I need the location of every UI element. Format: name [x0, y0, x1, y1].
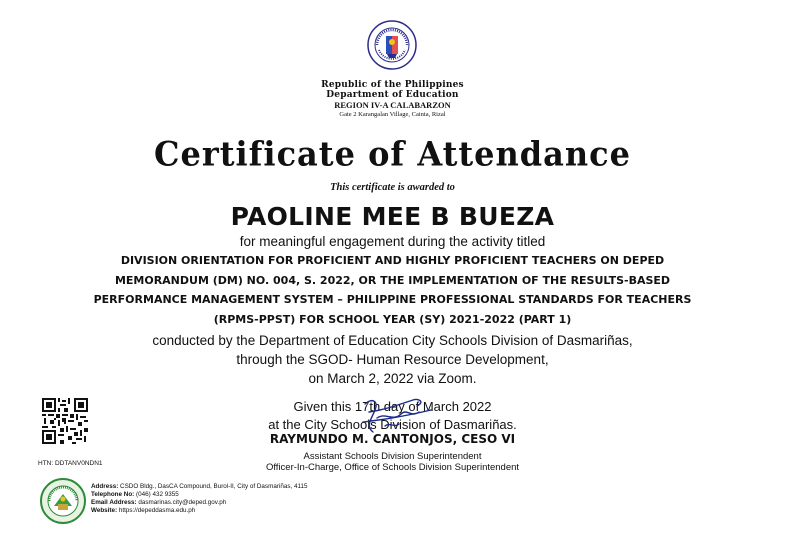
email-value: dasmarinas.city@deped.gov.ph [138, 499, 227, 506]
website-row [91, 507, 308, 515]
activity-line: MEMORANDUM (DM) NO. 004, S. 2022, OR THE IMPLEMENTATION OF THE RESULTS-BASED [114, 273, 671, 287]
department-line: Department of Education [326, 90, 459, 100]
signatory-name: RAYMUNDO M. CANTONJOS, CESO VI [269, 432, 516, 446]
region-address: Gate 2 Karangalan Village, Cainta, Rizal [339, 111, 446, 118]
website-label: Website: [91, 507, 118, 514]
republic-line: Republic of the Philippines [321, 80, 464, 90]
phone-row [91, 491, 308, 499]
signatory-titles [0, 451, 785, 473]
address-value: CSDO Bldg., DasCA Compound, Burol-II, City of Dasmariñas, 4115 [120, 483, 308, 490]
address-label: Address: [91, 483, 119, 490]
deped-seal-icon [367, 20, 417, 70]
htn-code: HTN: DDTANV0NDN1 [38, 460, 103, 467]
division-seal-icon [40, 478, 86, 524]
given-line: Given this 17th day of March 2022 [293, 399, 492, 414]
website-value: https://depeddasma.edu.ph [118, 507, 196, 514]
email-row [91, 499, 308, 507]
certificate-title: Certificate of Attendance [154, 134, 631, 174]
letterhead [0, 80, 785, 119]
phone-value: (046) 432 9355 [136, 491, 179, 498]
contact-block [91, 483, 308, 515]
address-row [91, 483, 308, 491]
activity-line: PERFORMANCE MANAGEMENT SYSTEM – PHILIPPINE PROFESSIONAL STANDARDS FOR TEACHERS [93, 293, 692, 306]
engagement-line: for meaningful engagement during the activity titled [239, 234, 546, 249]
signature-icon [335, 392, 455, 440]
email-label: Email Address: [91, 499, 137, 506]
activity-line: DIVISION ORIENTATION FOR PROFICIENT AND HIGHLY PROFICIENT TEACHERS ON DEPED [120, 254, 665, 267]
awarded-line: This certificate is awarded to [330, 182, 455, 193]
conducted-line: conducted by the Department of Education City Schools Division of Dasmariñas, [152, 333, 633, 348]
conducted-by [0, 331, 785, 388]
signatory-title: Assistant Schools Division Superintendent [303, 451, 482, 462]
conducted-line: on March 2, 2022 via Zoom. [308, 371, 477, 386]
region-line: REGION IV-A CALABARZON [334, 100, 451, 110]
activity-title [70, 251, 715, 329]
given-line: at the City Schools Division of Dasmariñas. [268, 417, 517, 432]
signatory-title: Officer-In-Charge, Office of Schools Division Superintendent [265, 462, 520, 473]
recipient-name: PAOLINE MEE B BUEZA [230, 202, 555, 231]
phone-label: Telephone No: [91, 491, 135, 498]
activity-line: (RPMS-PPST) FOR SCHOOL YEAR (SY) 2021-2022 (PART 1) [213, 312, 572, 326]
conducted-line: through the SGOD- Human Resource Development, [236, 352, 549, 367]
